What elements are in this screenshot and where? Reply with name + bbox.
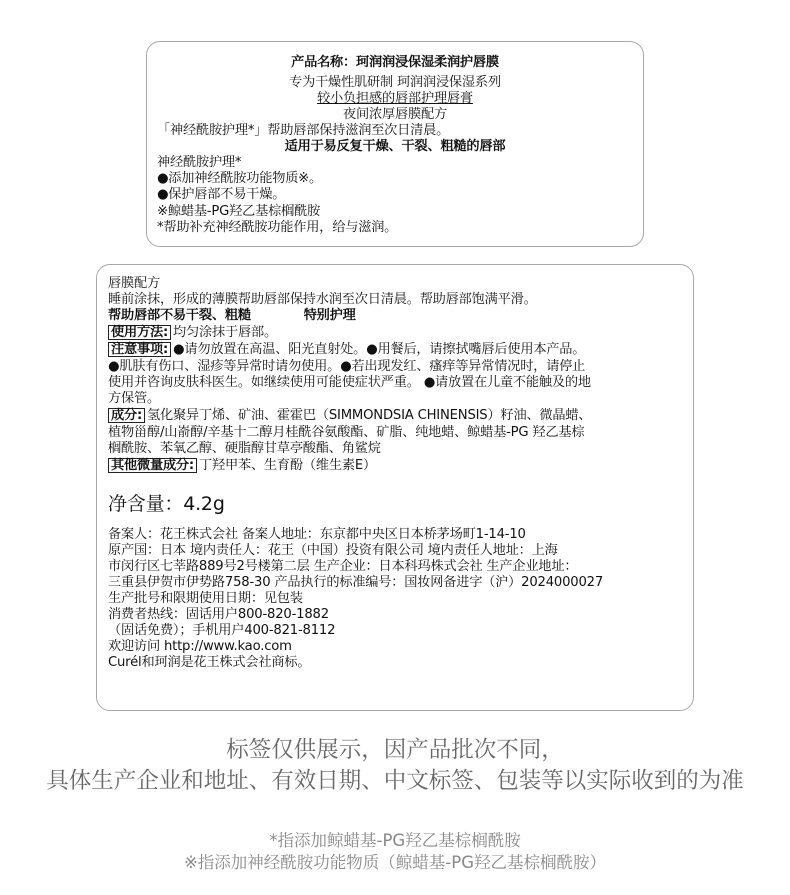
label-line: 「神经酰胺护理*」帮助唇部保持滋润至次日清晨。 [157, 123, 450, 138]
company-line: 市闵行区七莘路889号2号楼第二层 生产企业：日本科玛株式会社 生产企业地址： [108, 559, 578, 574]
bullet-item: ●添加神经酰胺功能物质※。 [157, 171, 323, 186]
caution-line [108, 342, 585, 357]
label-line: 较小负担感的唇部护理唇膏 [317, 91, 473, 106]
hotline-line: 消费者热线：固话用户800-820-1882 [108, 607, 329, 622]
ingredients-line [108, 408, 591, 423]
caution-text: 使用并咨询皮肤科医生。如继续使用可能使症状严重。 ●请放置在儿童不能触及的地 [108, 375, 591, 390]
formula-title: 唇膜配方 [108, 276, 160, 291]
company-line: 三重县伊贺市伊势路758-30 产品执行的标准编号：国妆网备进字（沪）2024000027 [108, 575, 604, 590]
caution-text: ●请勿放置在高温、阳光直射处。●用餐后，请擦拭嘴唇后使用本产品。 [173, 342, 586, 357]
footnote-1: *指添加鲸蜡基-PG羟乙基棕榈酰胺 [269, 831, 521, 850]
highlight-left: 帮助唇部不易干裂、粗糙 [108, 308, 251, 323]
usage-tag: 使用方法: [108, 325, 171, 340]
usage-line [108, 325, 277, 340]
hotline-line: （固话免费）；手机用户400-821-8112 [108, 623, 336, 638]
net-content: 净含量：4.2g [108, 493, 225, 515]
label-line: 专为干燥性肌研制 珂润润浸保湿系列 [289, 75, 501, 90]
label-line: 适用于易反复干燥、干裂、粗糙的唇部 [284, 139, 506, 154]
note-asterisk: *帮助补充神经酰胺功能作用，给与滋润。 [157, 220, 398, 235]
highlight-line [108, 308, 356, 323]
caution-text: ●肌肤有伤口、湿疹等异常时请勿使用。●若出现发红、瘙痒等异常情况时，请停止 [108, 359, 586, 374]
product-name: 产品名称：珂润润浸保湿柔润护唇膜 [291, 55, 499, 70]
highlight-right: 特别护理 [303, 308, 356, 323]
trademark-line: Curél和珂润是花王株式会社商标。 [108, 655, 311, 670]
company-line: 原产国：日本 境内责任人：花王（中国）投资有限公司 境内责任人地址：上海 [108, 543, 558, 558]
disclaimer-line-2: 具体生产企业和地址、有效日期、中文标签、包装等以实际收到的为准 [46, 768, 744, 794]
ingredients-text: 氢化聚异丁烯、矿油、霍霍巴（SIMMONDSIA CHINENSIS）籽油、微晶蜡、 [147, 408, 592, 423]
caution-text: 方保管。 [108, 391, 160, 406]
ingredients-tag: 成分: [108, 408, 145, 423]
ingredients-text: 植物甾醇/山嵛醇/辛基十二醇月桂酰谷氨酸酯、矿脂、纯地蜡、鲸蜡基-PG 羟乙基棕 [108, 425, 585, 440]
company-line: 备案人：花王株式会社 备案人地址：东京都中央区日本桥茅场町1-14-10 [108, 527, 526, 542]
label-line: 夜间浓厚唇膜配方 [343, 107, 447, 122]
company-line: 生产批号和限期使用日期：见包装 [108, 591, 303, 606]
caution-tag: 注意事项: [108, 342, 171, 357]
product-label-main [96, 264, 694, 711]
trace-tag: 其他微量成分: [108, 458, 197, 473]
product-label-top [146, 41, 644, 247]
trace-line [108, 458, 376, 473]
formula-desc: 睡前涂抹，形成的薄膜帮助唇部保持水润至次日清晨。帮助唇部饱满平滑。 [108, 292, 537, 307]
ceramide-title: 神经酰胺护理* [157, 155, 242, 170]
disclaimer-line-1: 标签仅供展示，因产品批次不同， [226, 737, 564, 763]
footnote-2: ※指添加神经酰胺功能物质（鲸蜡基-PG羟乙基棕榈酰胺） [183, 853, 606, 872]
trace-text: 丁羟甲苯、生育酚（维生素E） [199, 458, 376, 473]
usage-text: 均匀涂抹于唇部。 [173, 325, 277, 340]
bullet-item: ●保护唇部不易干燥。 [157, 187, 286, 202]
ingredients-text: 榈酰胺、苯氧乙醇、硬脂醇甘草亭酸酯、角鲨烷 [108, 441, 381, 456]
website-line: 欢迎访问 http://www.kao.com [108, 639, 292, 654]
note-star: ※鲸蜡基-PG羟乙基棕榈酰胺 [157, 204, 321, 219]
